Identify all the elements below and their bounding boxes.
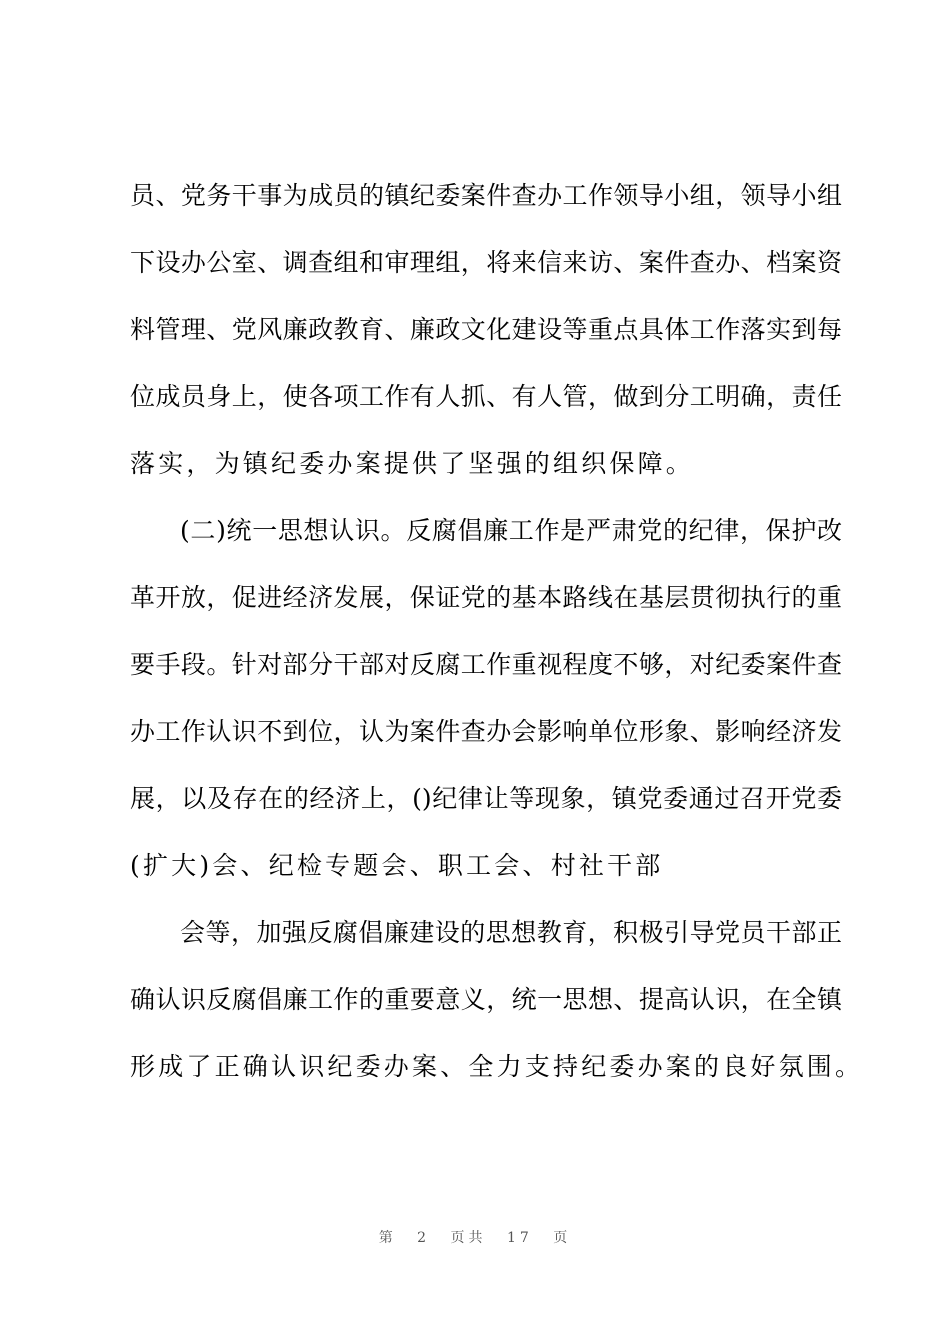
text-line-13: 确认识反腐倡廉工作的重要意义，统一思想、提高认识，在全镇 — [130, 985, 842, 1014]
footer-middle: 页共 — [450, 1230, 487, 1246]
text-line-9: 办工作认识不到位，认为案件查办会影响单位形象、影响经济发 — [130, 717, 842, 746]
page-footer — [0, 1227, 950, 1247]
text-line-7: 革开放，促进经济发展，保证党的基本路线在基层贯彻执行的重 — [130, 583, 842, 612]
text-line-10: 展，以及存在的经济上，()纪律让等现象，镇党委通过召开党委 — [130, 784, 842, 813]
footer-page-total: 17 — [507, 1230, 533, 1246]
text-line-4: 位成员身上，使各项工作有人抓、有人管，做到分工明确，责任 — [130, 382, 842, 411]
footer-suffix: 页 — [553, 1230, 572, 1246]
footer-page-number: 2 — [417, 1230, 431, 1246]
document-body — [130, 166, 864, 1104]
text-line-11: (扩大)会、纪检专题会、职工会、村社干部 — [130, 851, 664, 880]
text-line-2: 下设办公室、调查组和审理组，将来信来访、案件查办、档案资 — [130, 248, 842, 277]
text-line-8: 要手段。针对部分干部对反腐工作重视程度不够，对纪委案件查 — [130, 650, 842, 679]
text-line-12: 会等，加强反腐倡廉建设的思想教育，积极引导党员干部正 — [180, 918, 842, 947]
text-line-1: 员、党务干事为成员的镇纪委案件查办工作领导小组，领导小组 — [130, 181, 842, 210]
text-line-6: (二)统一思想认识。反腐倡廉工作是严肃党的纪律，保护改 — [180, 516, 842, 545]
text-line-5: 落实，为镇纪委办案提供了坚强的组织保障。 — [130, 449, 695, 478]
footer-prefix: 第 — [378, 1230, 397, 1246]
text-line-14: 形成了正确认识纪委办案、全力支持纪委办案的良好氛围。 — [130, 1052, 864, 1081]
text-line-3: 料管理、党风廉政教育、廉政文化建设等重点具体工作落实到每 — [130, 315, 842, 344]
